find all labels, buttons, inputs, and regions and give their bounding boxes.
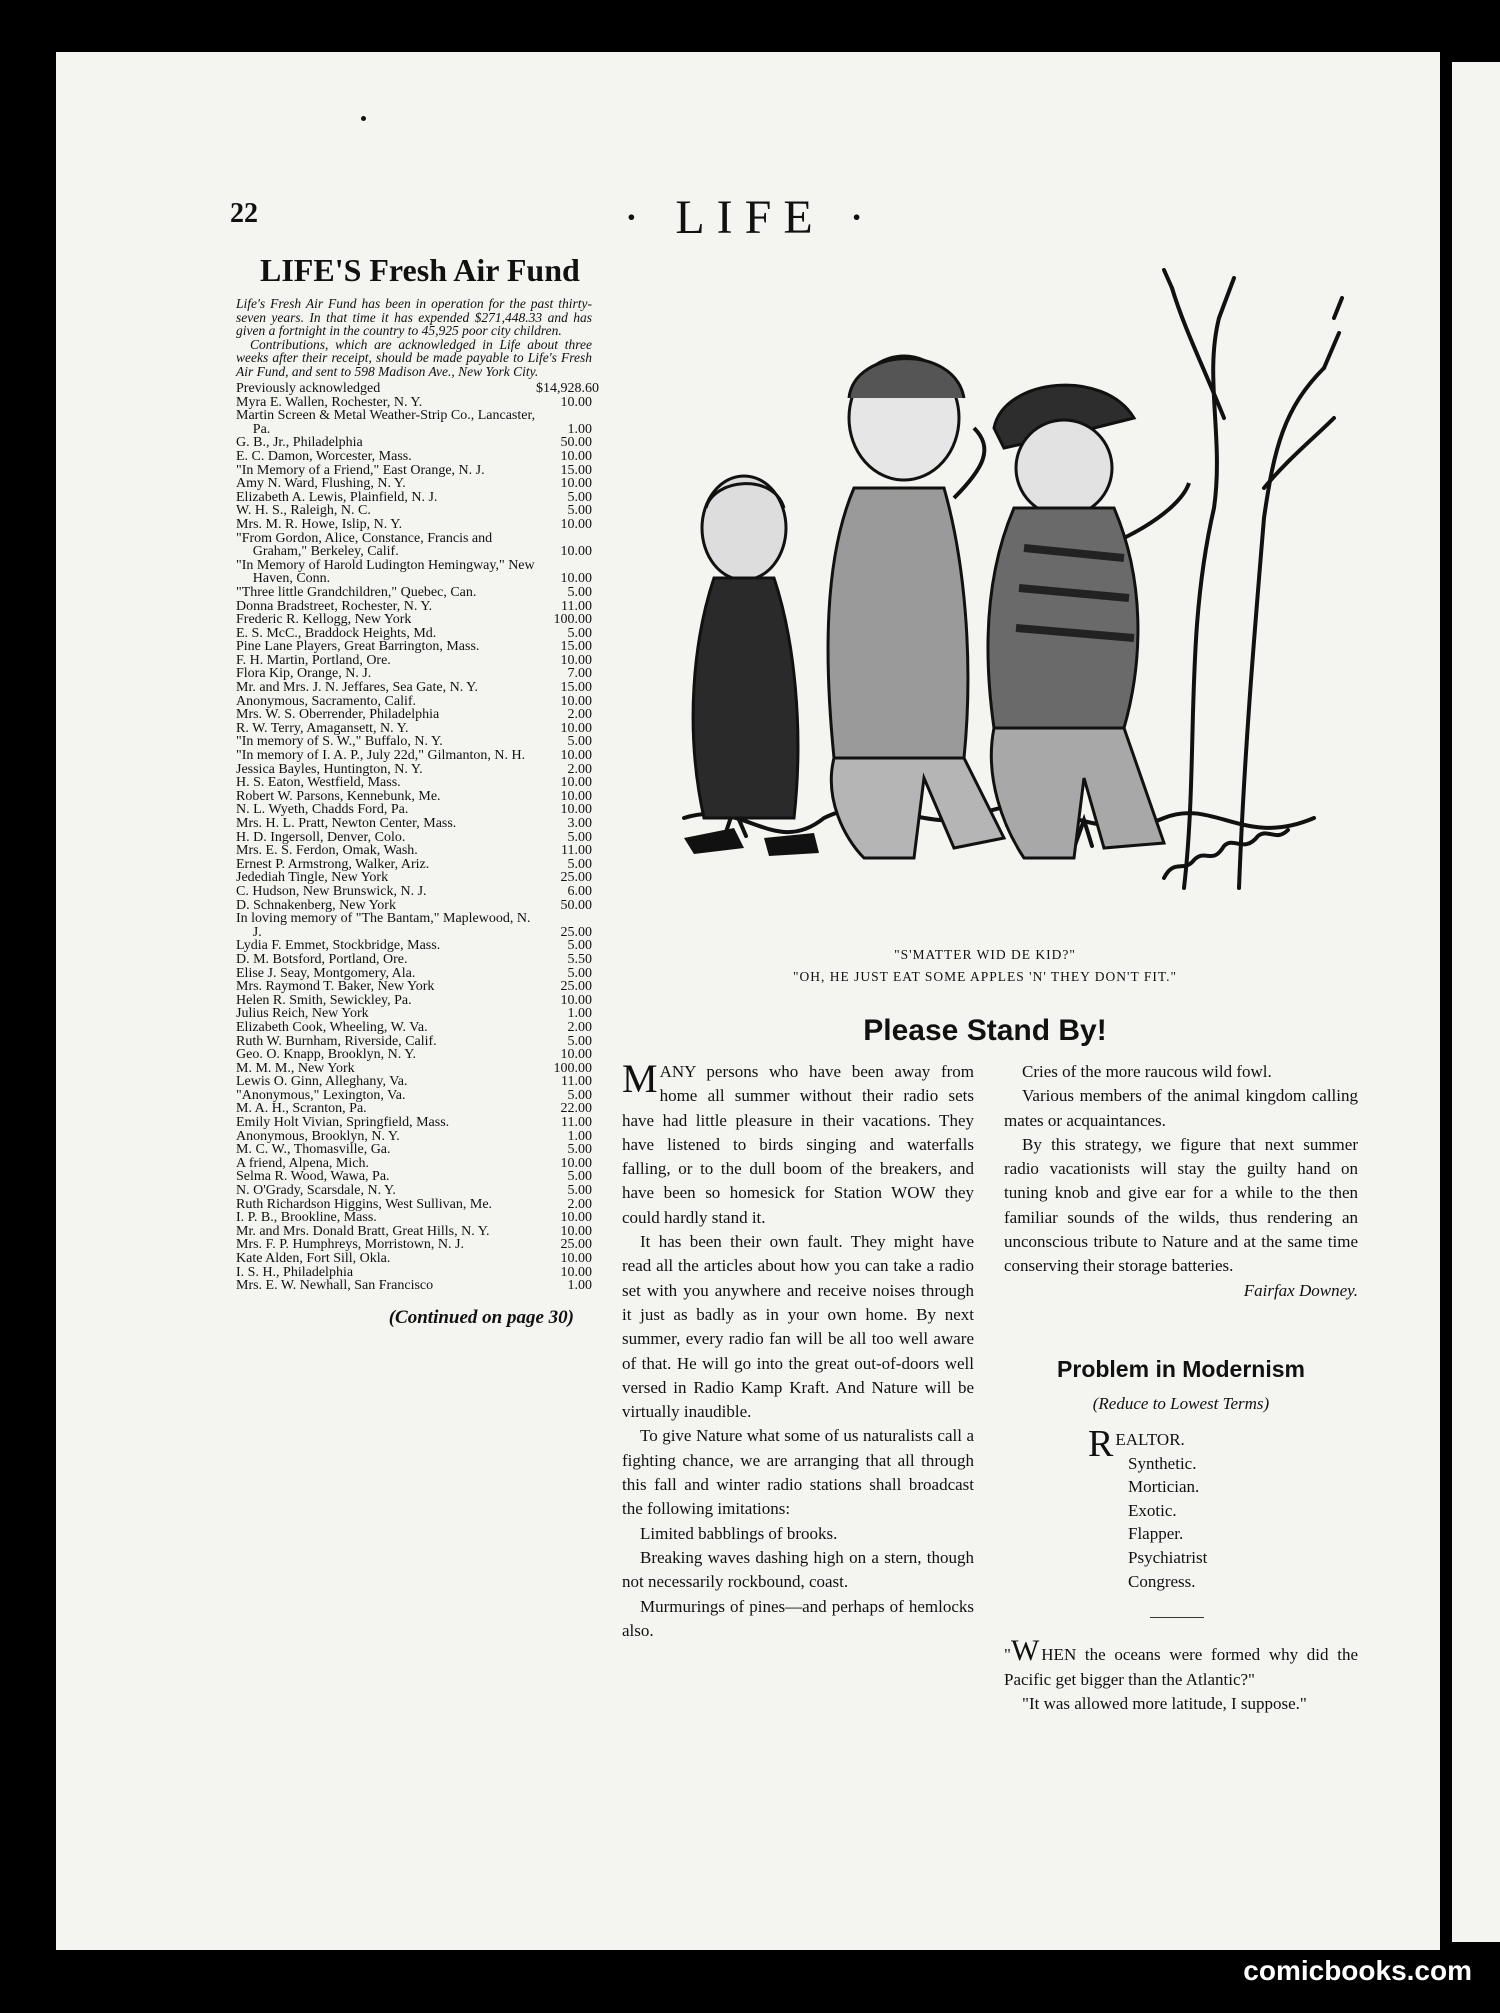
contributor-name: Amy N. Ward, Flushing, N. Y. [236,477,406,491]
contribution-row [236,1143,592,1157]
contribution-row [236,450,592,464]
contribution-amount: 25.00 [560,924,592,940]
article-paragraph: Cries of the more raucous wild fowl. [1022,1062,1272,1081]
contributor-name: M. C. W., Thomasville, Ga. [236,1143,391,1157]
drop-cap: R [1088,1423,1114,1465]
contributor-name: Ruth Richardson Higgins, West Sullivan, Me. [236,1197,493,1212]
contributor-name: "In Memory of Harold Ludington Hemingway," New Haven, Conn. [236,558,535,586]
contribution-row [236,844,592,858]
contributor-name: "From Gordon, Alice, Constance, Francis and Graham," Berkeley, Calif. [236,531,493,559]
contributor-name: G. B., Jr., Philadelphia [236,436,363,450]
boy-right-figure [988,385,1189,858]
modernism-line: Synthetic. [1128,1453,1197,1473]
contribution-amount: 1.00 [567,421,592,437]
contribution-row [236,1266,592,1280]
contribution-amount: 10.00 [560,802,592,818]
contributor-name: N. O'Grady, Scarsdale, N. Y. [236,1184,396,1198]
page-number: 22 [230,198,258,229]
contributor-name: Myra E. Wallen, Rochester, N. Y. [236,395,423,410]
contribution-row [236,586,592,600]
contribution-amount: 1.00 [567,1278,592,1294]
contributor-name: I. P. B., Brookline, Mass. [236,1211,377,1225]
contribution-row [236,871,592,885]
contributor-name: D. Schnakenberg, New York [236,898,396,913]
contribution-row [236,640,592,654]
contribution-row [236,1048,592,1062]
contribution-amount: 10.00 [560,544,592,560]
modernism-title: Problem in Modernism [1057,1356,1305,1382]
contribution-amount: 25.00 [560,870,592,886]
contribution-row [236,953,592,967]
contribution-row [236,477,592,491]
contribution-amount: 10.00 [560,748,592,764]
article-paragraph: Murmurings of pines—and perhaps of hemlocks also. [622,1596,974,1640]
contribution-row [236,803,592,817]
contribution-row [236,667,592,681]
contribution-amount: 10.00 [560,448,592,464]
joke-question: "W HEN the oceans were formed why did the Pacific get bigger than the Atlantic?" [1004,1634,1358,1689]
contribution-amount: 5.00 [567,1183,592,1199]
contribution-row [236,885,592,899]
fund-intro: Life's Fresh Air Fund has been in operation for the past thirty-seven years. In that time it has expended $271,448.33 and has given a fortnight in the country to 45,925 poor city children. [236,296,592,338]
contribution-amount: 5.00 [567,856,592,872]
contributor-name: Previously acknowledged [236,382,381,396]
contribution-row [236,1184,592,1198]
fund-title: LIFE'S Fresh Air Fund [260,252,580,288]
contribution-row [236,1130,592,1144]
contribution-amount: 25.00 [560,1237,592,1253]
boy-middle-figure [828,356,1004,858]
contribution-amount: 5.00 [567,1169,592,1185]
contributor-name: W. H. S., Raleigh, N. C. [236,504,371,518]
joke-answer: "It was allowed more latitude, I suppose." [1022,1694,1307,1714]
contribution-amount: 15.00 [560,639,592,655]
contribution-amount: 11.00 [561,1115,592,1131]
contribution-row [236,776,592,790]
contributor-name: In loving memory of "The Bantam," Maplewood, N. J. [236,912,531,940]
contribution-row [236,1252,592,1266]
contribution-amount: 10.00 [560,775,592,791]
contribution-amount: 10.00 [560,516,592,532]
contribution-list [236,381,599,1294]
contribution-amount: 10.00 [560,652,592,668]
contribution-row [236,464,592,478]
contribution-amount: 10.00 [560,476,592,492]
contributor-name: "In Memory of a Friend," East Orange, N. J. [236,463,485,478]
contributor-name: E. C. Damon, Worcester, Mass. [236,449,412,464]
contributor-name: Ruth W. Burnham, Riverside, Calif. [236,1034,437,1049]
contributor-name: M. A. H., Scranton, Pa. [236,1102,367,1117]
contribution-row [236,654,592,668]
article-paragraph: Breaking waves dashing high on a stern, though not necessarily rockbound, coast. [622,1547,974,1592]
contribution-amount: 2.00 [567,1019,592,1035]
contributor-name: Elizabeth Cook, Wheeling, W. Va. [236,1020,428,1035]
divider [1150,1617,1204,1618]
contributor-name: Pine Lane Players, Great Barrington, Mass. [236,640,480,654]
contribution-row [236,695,592,709]
contributor-name: E. S. McC., Braddock Heights, Md. [236,626,437,641]
contributor-name: H. D. Ingersoll, Denver, Colo. [236,830,406,845]
contribution-row [236,939,592,953]
contributor-name: Mrs. H. L. Pratt, Newton Center, Mass. [236,817,457,831]
contribution-row [236,763,592,777]
contribution-amount: 1.00 [567,1006,592,1022]
contribution-amount: 50.00 [560,435,592,451]
author-signature: Fairfax Downey. [1243,1280,1358,1300]
contribution-amount: 5.00 [567,584,592,600]
contributor-name: M. M. M., New York [236,1061,355,1076]
contribution-amount: 11.00 [561,843,592,859]
contribution-amount: 100.00 [553,1060,592,1076]
contributor-name: Mr. and Mrs. J. N. Jeffares, Sea Gate, N. Y. [236,681,478,695]
contributor-name: Elizabeth A. Lewis, Plainfield, N. J. [236,490,438,505]
modernism-line: Congress. [1128,1571,1196,1591]
contributor-name: Robert W. Parsons, Kennebunk, Me. [236,789,441,804]
contribution-amount: 5.00 [567,1142,592,1158]
contribution-row [236,1225,592,1239]
contribution-amount: 15.00 [560,680,592,696]
contribution-row [236,1170,592,1184]
contributor-name: N. L. Wyeth, Chadds Ford, Pa. [236,803,409,817]
caption-line-1: "S'MATTER WID DE KID?" [894,947,1076,962]
contribution-amount: 100.00 [553,612,592,628]
contribution-amount: 10.00 [560,1223,592,1239]
cartoon-illustration [624,258,1344,898]
contribution-amount: 5.00 [567,489,592,505]
contribution-row [236,1198,592,1212]
modernism-list [1088,1423,1208,1593]
contribution-amount: 5.00 [567,1033,592,1049]
contribution-row [236,1102,592,1116]
contribution-row [236,381,599,396]
contributor-name: Anonymous, Brooklyn, N. Y. [236,1129,400,1144]
cartoon-caption [620,944,1350,988]
contributor-name: Mrs. E. W. Newhall, San Francisco [236,1279,434,1293]
contribution-row [236,681,592,695]
continued-note: (Continued on page 30) [388,1306,574,1328]
article-paragraph: It has been their own fault. They might have read all the articles about how you can take a radio set with you anywhere and receive noises through it just as badly as in your own home. By next summer, every radio fan will be all too well aware of that. He will go into the great out-of-doors well versed in Radio Kamp Kraft. And Nature will be virtually inaudible. [622,1232,974,1422]
contribution-row [236,708,592,722]
contributor-name: "Anonymous," Lexington, Va. [236,1088,406,1103]
contributor-name: A friend, Alpena, Mich. [236,1156,369,1171]
contributor-name: Mr. and Mrs. Donald Bratt, Great Hills, N. Y. [236,1224,490,1239]
article-title: Please Stand By! [863,1014,1107,1047]
contribution-amount: 5.00 [567,625,592,641]
contribution-row [236,1238,592,1252]
contribution-row [236,790,592,804]
contributor-name: H. S. Eaton, Westfield, Mass. [236,776,401,790]
contribution-amount: 10.00 [560,1155,592,1171]
watermark: comicbooks.com [1243,1955,1472,1986]
contribution-row [236,1211,592,1225]
contributor-name: Mrs. W. S. Oberrender, Philadelphia [236,708,440,722]
contribution-amount: 10.00 [560,992,592,1008]
contribution-amount: 5.00 [567,965,592,981]
contribution-amount: 11.00 [561,1074,592,1090]
contribution-amount: 2.00 [567,707,592,723]
contributor-name: Anonymous, Sacramento, Calif. [236,694,417,709]
contribution-row [236,967,592,981]
contribution-row [236,559,592,586]
contribution-amount: 15.00 [560,462,592,478]
joke [1004,1634,1358,1717]
contribution-amount: 10.00 [560,720,592,736]
contributor-name: "Three little Grandchildren," Quebec, Can. [236,585,477,600]
contribution-amount: 11.00 [561,598,592,614]
contributor-name: Mrs. M. R. Howe, Islip, N. Y. [236,517,403,532]
contributor-name: Jessica Bayles, Huntington, N. Y. [236,762,423,777]
contribution-row [236,858,592,872]
contributor-name: Martin Screen & Metal Weather-Strip Co., Lancaster, Pa. [236,409,536,437]
fresh-air-fund-column [236,252,599,1329]
fund-instructions: Contributions, which are acknowledged in Life about three weeks after their receipt, should be made payable to Life's Fresh Air Fund, and sent to 598 Madison Ave., New York City. [236,336,592,379]
contributor-name: Julius Reich, New York [236,1007,369,1021]
contributor-name: Mrs. E. S. Ferdon, Omak, Wash. [236,844,418,858]
contribution-row [236,1021,592,1035]
contributor-name: I. S. H., Philadelphia [236,1265,354,1280]
contribution-row [236,1279,592,1293]
contributor-name: Lydia F. Emmet, Stockbridge, Mass. [236,939,441,953]
article-paragraph: Various members of the animal kingdom calling mates or acquaintances. [1004,1086,1358,1130]
next-page-edge [1452,62,1500,1942]
contributor-name: "In memory of S. W.," Buffalo, N. Y. [236,735,443,750]
article-column-right [1004,1060,1358,1303]
contributor-name: Kate Alden, Fort Sill, Okla. [236,1252,391,1266]
contribution-row [236,491,592,505]
modernism-line: Exotic. [1128,1500,1177,1520]
contribution-row [236,817,592,831]
contributor-name: Selma R. Wood, Wawa, Pa. [236,1170,390,1185]
contribution-row [236,409,592,436]
contribution-amount: 5.00 [567,1087,592,1103]
contribution-amount: 10.00 [560,1251,592,1266]
contribution-row [236,532,592,559]
contributor-name: Mrs. F. P. Humphreys, Morristown, N. J. [236,1238,464,1252]
contribution-row [236,912,592,939]
contributor-name: Geo. O. Knapp, Brooklyn, N. Y. [236,1048,417,1062]
contribution-amount: 5.00 [567,829,592,845]
contributor-name: Flora Kip, Orange, N. J. [236,667,372,682]
contribution-amount: 22.00 [560,1101,592,1117]
contributor-name: R. W. Terry, Amagansett, N. Y. [236,721,409,736]
modernism-subtitle: (Reduce to Lowest Terms) [1092,1394,1270,1413]
contribution-row [236,749,592,763]
contribution-amount: 10.00 [560,1264,592,1280]
contributor-name: D. M. Botsford, Portland, Ore. [236,952,408,967]
contribution-row [236,1089,592,1103]
contribution-row [236,1116,592,1130]
contributor-name: F. H. Martin, Portland, Ore. [236,653,391,668]
contributor-name: Elise J. Seay, Montgomery, Ala. [236,966,416,981]
contribution-amount: 25.00 [560,979,592,995]
contribution-row [236,899,592,913]
contribution-amount: 5.50 [567,951,592,967]
contribution-amount: 3.00 [567,816,592,831]
contribution-row [236,1007,592,1021]
contributor-name: Emily Holt Vivian, Springfield, Mass. [236,1116,450,1130]
article-paragraph: MANY persons who have been away from home all summer without their radio sets have had little pleasure in their vacations. They have listened to birds singing and waterfalls falling, or to the dull boom of the breakers, and have been so homesick for Station WOW they could hardly stand it. [622,1056,974,1227]
contributor-name: Lewis O. Ginn, Alleghany, Va. [236,1075,408,1089]
contribution-amount: 50.00 [560,897,592,913]
contribution-row [236,396,592,410]
contributor-name: Donna Bradstreet, Rochester, N. Y. [236,599,433,614]
contribution-row [236,1035,592,1049]
contribution-amount: 2.00 [567,761,592,777]
contributor-name: Frederic R. Kellogg, New York [236,613,412,627]
contributor-name: C. Hudson, New Brunswick, N. J. [236,884,427,899]
contribution-row [236,1062,592,1076]
masthead: · LIFE · [623,191,877,244]
contribution-row [236,722,592,736]
contribution-row [236,1075,592,1089]
modernism-line: Mortician. [1128,1477,1200,1497]
speck [361,116,366,121]
contribution-amount: 10.00 [560,788,592,804]
contribution-amount: $14,928.60 [536,381,599,396]
contribution-amount: 10.00 [560,693,592,709]
contributor-name: Helen R. Smith, Sewickley, Pa. [236,993,412,1008]
contributor-name: Jedediah Tingle, New York [236,871,389,885]
contribution-row [236,735,592,749]
contribution-row [236,831,592,845]
contribution-amount: 10.00 [560,1047,592,1063]
drop-cap: W [1010,1634,1040,1667]
contribution-amount: 5.00 [567,503,592,519]
contribution-amount: 10.00 [560,571,592,587]
contribution-amount: 10.00 [560,1210,592,1226]
contribution-row [236,613,592,627]
article-column-left [622,1056,974,1643]
contributor-name: Mrs. Raymond T. Baker, New York [236,980,435,994]
drop-cap: M [622,1056,658,1101]
contribution-row [236,436,592,450]
contribution-amount: 7.00 [567,666,592,682]
modernism-line: EALTOR. [1115,1430,1185,1449]
article-paragraph: To give Nature what some of us naturalists call a fighting chance, we are arranging that all through this fall and winter radio stations shall broadcast the following imitations: [622,1426,974,1519]
modernism-line: Flapper. [1128,1524,1184,1544]
contribution-row [236,504,592,518]
contributor-name: "In memory of I. A. P., July 22d," Gilmanton, N. H. [236,749,526,763]
contribution-amount: 5.00 [567,734,592,750]
contribution-amount: 6.00 [567,883,592,899]
article-paragraph: By this strategy, we figure that next summer radio vacationists will stay the guilty hand on tuning knob and give ear for a while to the then familiar sounds of the wilds, thus rendering an unconscious tribute to Nature and at the same time conserving their storage batteries. Fairfax Downey. [1004,1133,1358,1279]
contribution-row [236,518,592,532]
caption-line-2: "OH, HE JUST EAT SOME APPLES 'N' THEY DON'T FIT." [793,969,1177,984]
contribution-amount: 5.00 [567,938,592,954]
contribution-amount: 10.00 [560,394,592,410]
contributor-name: Ernest P. Armstrong, Walker, Ariz. [236,857,430,872]
boy-left-figure [684,476,819,856]
contribution-amount: 2.00 [567,1196,592,1212]
contribution-row [236,600,592,614]
modernism-line: Psychiatrist [1128,1547,1208,1567]
contribution-amount: 1.00 [567,1128,592,1144]
contribution-row [236,980,592,994]
article-paragraph: Limited babblings of brooks. [640,1523,838,1543]
contribution-row [236,994,592,1008]
contribution-row [236,1157,592,1171]
contribution-row [236,627,592,641]
